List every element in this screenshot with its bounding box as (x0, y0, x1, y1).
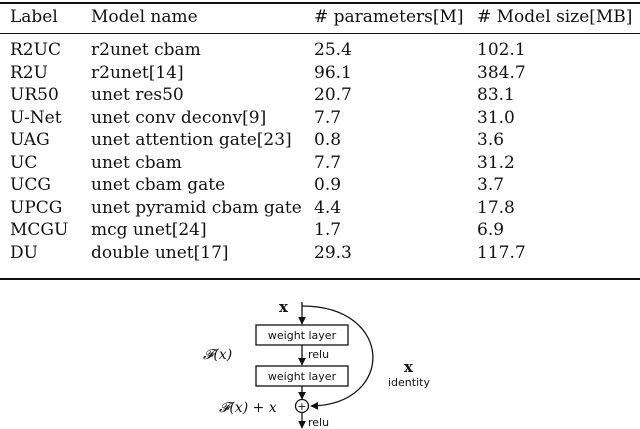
cell-model-name: unet pyramid cbam gate (91, 197, 302, 218)
cell-parameters: 7.7 (314, 152, 342, 173)
cell-parameters: 0.8 (314, 130, 342, 150)
cell-model-name: mcg unet[24] (91, 220, 207, 240)
cell-model-size: 102.1 (477, 40, 526, 60)
cell-parameters: 20.7 (314, 85, 352, 105)
cell-label: MCGU (10, 220, 69, 240)
cell-parameters: 96.1 (314, 62, 352, 83)
cell-model-size: 384.7 (477, 62, 526, 83)
cell-parameters: 25.4 (314, 40, 352, 60)
header-model-size: # Model size[MB] (477, 7, 633, 27)
cell-model-name: unet conv deconv[9] (91, 107, 267, 128)
cell-model-size: 117.7 (477, 242, 526, 263)
weight-layer-1-label: weight layer (267, 329, 337, 342)
cell-label: DU (10, 242, 38, 263)
header-model-name: Model name (91, 7, 198, 27)
cell-model-size: 3.7 (477, 175, 505, 195)
cell-model-name: r2unet[14] (91, 62, 184, 83)
cell-parameters: 0.9 (314, 175, 342, 195)
fx-label: 𝓕(x) (203, 347, 233, 363)
cell-parameters: 7.7 (314, 107, 342, 128)
cell-parameters: 29.3 (314, 242, 352, 263)
relu-mid-label: relu (308, 348, 330, 361)
cell-label: R2UC (10, 40, 61, 60)
skip-x-label: x (404, 358, 413, 376)
cell-parameters: 1.7 (314, 220, 342, 240)
cell-parameters: 4.4 (314, 197, 342, 218)
cell-model-name: unet attention gate[23] (91, 130, 292, 150)
header-label: Label (10, 7, 58, 27)
cell-model-size: 31.0 (477, 107, 515, 128)
cell-model-name: unet cbam (91, 152, 182, 173)
cell-label: UCG (10, 175, 51, 195)
cell-model-size: 6.9 (477, 220, 505, 240)
plus-sign: + (297, 400, 307, 413)
input-x-label: x (279, 298, 288, 316)
cell-model-name: double unet[17] (91, 242, 229, 263)
relu-out-label: relu (308, 416, 330, 429)
sum-label: 𝓕(x) + x (219, 400, 277, 416)
cell-label: U-Net (10, 107, 62, 128)
identity-label: identity (388, 376, 430, 389)
weight-layer-2-label: weight layer (267, 370, 337, 383)
cell-model-size: 83.1 (477, 85, 515, 105)
header-parameters: # parameters[M] (314, 7, 464, 27)
cell-model-name: r2unet cbam (91, 40, 201, 60)
cell-model-name: unet cbam gate (91, 175, 226, 195)
cell-label: UC (10, 152, 38, 173)
cell-model-size: 31.2 (477, 152, 515, 173)
cell-label: R2U (10, 62, 48, 83)
cell-model-name: unet res50 (91, 85, 184, 105)
cell-label: UAG (10, 130, 50, 150)
cell-label: UPCG (10, 197, 63, 218)
cell-model-size: 3.6 (477, 130, 505, 150)
cell-label: UR50 (10, 85, 59, 105)
cell-model-size: 17.8 (477, 197, 515, 218)
